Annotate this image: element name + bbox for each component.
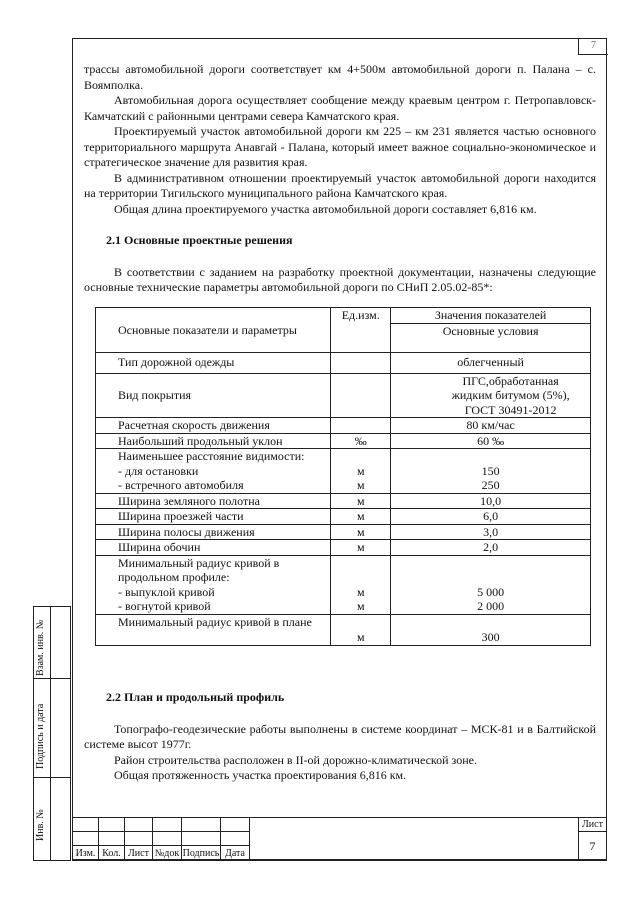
section-2-2-title: 2.2 План и продольный профиль bbox=[106, 690, 285, 704]
stamp-cell bbox=[98, 831, 125, 846]
row-param: Расчетная скорость движения bbox=[96, 418, 331, 434]
stamp-cell bbox=[152, 817, 182, 832]
row-unit bbox=[331, 352, 391, 373]
header-unit: Ед.изм. bbox=[331, 308, 391, 353]
stamp-ndok: №док bbox=[152, 845, 182, 861]
table-row bbox=[96, 540, 591, 556]
stamp-podpis: Подпись bbox=[181, 845, 221, 861]
row-unit: м bbox=[331, 524, 391, 540]
label-vzam-inv: Взам. инв. № bbox=[35, 619, 46, 676]
intro-paragraph-5: Общая длина проектируемого участка автомобильной дороги составляет 6,816 км. bbox=[114, 201, 537, 216]
row-value: ПГС,обработанная жидким битумом (5%), ГОСТ 30491-2012 bbox=[391, 373, 591, 418]
row-sub-param: - для остановки bbox=[118, 463, 199, 478]
stamp-cell bbox=[181, 831, 221, 846]
row-unit: м bbox=[356, 599, 365, 613]
header-conditions: Основные условия bbox=[391, 323, 591, 352]
stamp-kol: Кол. bbox=[98, 845, 125, 861]
stamp-cell bbox=[152, 831, 182, 846]
table-row bbox=[96, 524, 591, 540]
row-param: Ширина проезжей части bbox=[96, 509, 331, 525]
row-value: 10,0 bbox=[391, 493, 591, 509]
row-unit: ‰ bbox=[331, 433, 391, 449]
row-unit bbox=[331, 373, 391, 418]
intro-paragraph-3: Проектируемый участок автомобильной дороги км 225 – км 231 является частью основного территориального маршрута Анавгай - Палана, который имеет важное социально-экономическое и стратегическое значение для развития края. bbox=[84, 124, 596, 169]
row-value: 2,0 bbox=[391, 540, 591, 556]
row-unit: м bbox=[356, 463, 365, 478]
stamp-cell bbox=[181, 817, 221, 832]
row-value: 60 ‰ bbox=[391, 433, 591, 449]
stamp-cell bbox=[220, 817, 250, 832]
stamp-title-field bbox=[249, 817, 579, 861]
stamp-sheet-number: 7 bbox=[578, 831, 607, 861]
row-unit: м bbox=[331, 509, 391, 525]
row-unit: м bbox=[356, 478, 365, 492]
stamp-cell bbox=[72, 831, 99, 846]
row-sub-param: - выпуклой кривой bbox=[118, 584, 215, 599]
left-side-strip bbox=[33, 606, 71, 861]
row-value: 80 км/час bbox=[391, 418, 591, 434]
row-value: 2 000 bbox=[477, 599, 505, 613]
row-value: 5 000 bbox=[477, 584, 505, 599]
section-2-2-paragraph-1: Топографо-геодезические работы выполнены в системе координат – МСК-81 и в Балтийской системе высот 1977г. bbox=[84, 721, 596, 751]
row-param: Вид покрытия bbox=[96, 373, 331, 418]
row-unit: м bbox=[356, 584, 365, 599]
section-2-1-title: 2.1 Основные проектные решения bbox=[106, 233, 293, 247]
intro-paragraph-4: В административном отношении проектируемый участок автомобильной дороги находится на территории Тигильского муниципального района Камчатского края. bbox=[84, 170, 596, 200]
row-value: 300 bbox=[391, 614, 591, 645]
table-row bbox=[96, 614, 591, 645]
row-param: Ширина земляного полотна bbox=[96, 493, 331, 509]
row-sub-param: - встречного автомобиля bbox=[118, 478, 244, 492]
stamp-sheet-label: Лист bbox=[578, 817, 607, 832]
row-param: Наибольший продольный уклон bbox=[96, 433, 331, 449]
title-block-stamp bbox=[72, 817, 607, 861]
row-value: 150 bbox=[481, 463, 500, 478]
stamp-cell bbox=[72, 817, 99, 832]
row-param: Минимальный радиус кривой в продольном профиле: bbox=[118, 555, 280, 584]
corner-mark: 7 bbox=[578, 38, 608, 55]
label-podpis-data: Подпись и дата bbox=[35, 703, 46, 769]
row-param: Минимальный радиус кривой в плане bbox=[96, 614, 331, 645]
row-value: 3,0 bbox=[391, 524, 591, 540]
stamp-cell bbox=[220, 831, 250, 846]
section-2-2-paragraph-2: Район строительства расположен в II-ой дорожно-климатической зоне. bbox=[114, 752, 477, 767]
row-unit: м bbox=[331, 540, 391, 556]
header-values: Значения показателей bbox=[391, 308, 591, 324]
section-2-1-intro: В соответствии с заданием на разработку проектной документации, назначены следующие основные технические параметры автомобильной дороги по СНиП 2.05.02-85*: bbox=[84, 264, 596, 294]
row-unit: м bbox=[331, 614, 391, 645]
row-unit: м bbox=[331, 493, 391, 509]
row-value: 6,0 bbox=[391, 509, 591, 525]
row-param: Ширина обочин bbox=[96, 540, 331, 556]
strip-divider bbox=[50, 606, 51, 861]
section-2-2 bbox=[84, 690, 596, 784]
intro-paragraph-1: трассы автомобильной дороги соответствует км 4+500м автомобильной дороги п. Палана – с. Воямполка. bbox=[84, 62, 596, 92]
row-sub-param: - вогнутой кривой bbox=[118, 599, 211, 613]
section-2-2-paragraph-3: Общая протяженность участка проектирования 6,816 км. bbox=[114, 768, 407, 782]
table-row bbox=[96, 509, 591, 525]
stamp-data: Дата bbox=[220, 845, 250, 861]
page-content bbox=[84, 62, 596, 296]
stamp-izm: Изм. bbox=[72, 845, 99, 861]
row-param: Ширина полосы движения bbox=[96, 524, 331, 540]
table-row bbox=[96, 493, 591, 509]
label-inv-no: Инв. № bbox=[35, 809, 46, 841]
table-row bbox=[96, 449, 591, 494]
row-param: Наименьшее расстояние видимости: bbox=[118, 449, 305, 463]
table-row bbox=[96, 373, 591, 418]
header-param: Основные показатели и параметры bbox=[96, 308, 331, 353]
stamp-cell bbox=[98, 817, 125, 832]
table-row bbox=[96, 433, 591, 449]
stamp-list: Лист bbox=[124, 845, 153, 861]
row-param: Тип дорожной одежды bbox=[96, 352, 331, 373]
table-row bbox=[96, 418, 591, 434]
row-value: облегченный bbox=[391, 352, 591, 373]
row-value: 250 bbox=[481, 478, 500, 492]
table-row bbox=[96, 555, 591, 614]
stamp-cell bbox=[124, 831, 153, 846]
table-row bbox=[96, 352, 591, 373]
stamp-cell bbox=[124, 817, 153, 832]
parameters-table bbox=[95, 307, 591, 646]
row-unit bbox=[331, 418, 391, 434]
intro-paragraph-2: Автомобильная дорога осуществляет сообщение между краевым центром г. Петропавловск-Камчатский с районными центрами севера Камчатского края. bbox=[84, 93, 596, 123]
